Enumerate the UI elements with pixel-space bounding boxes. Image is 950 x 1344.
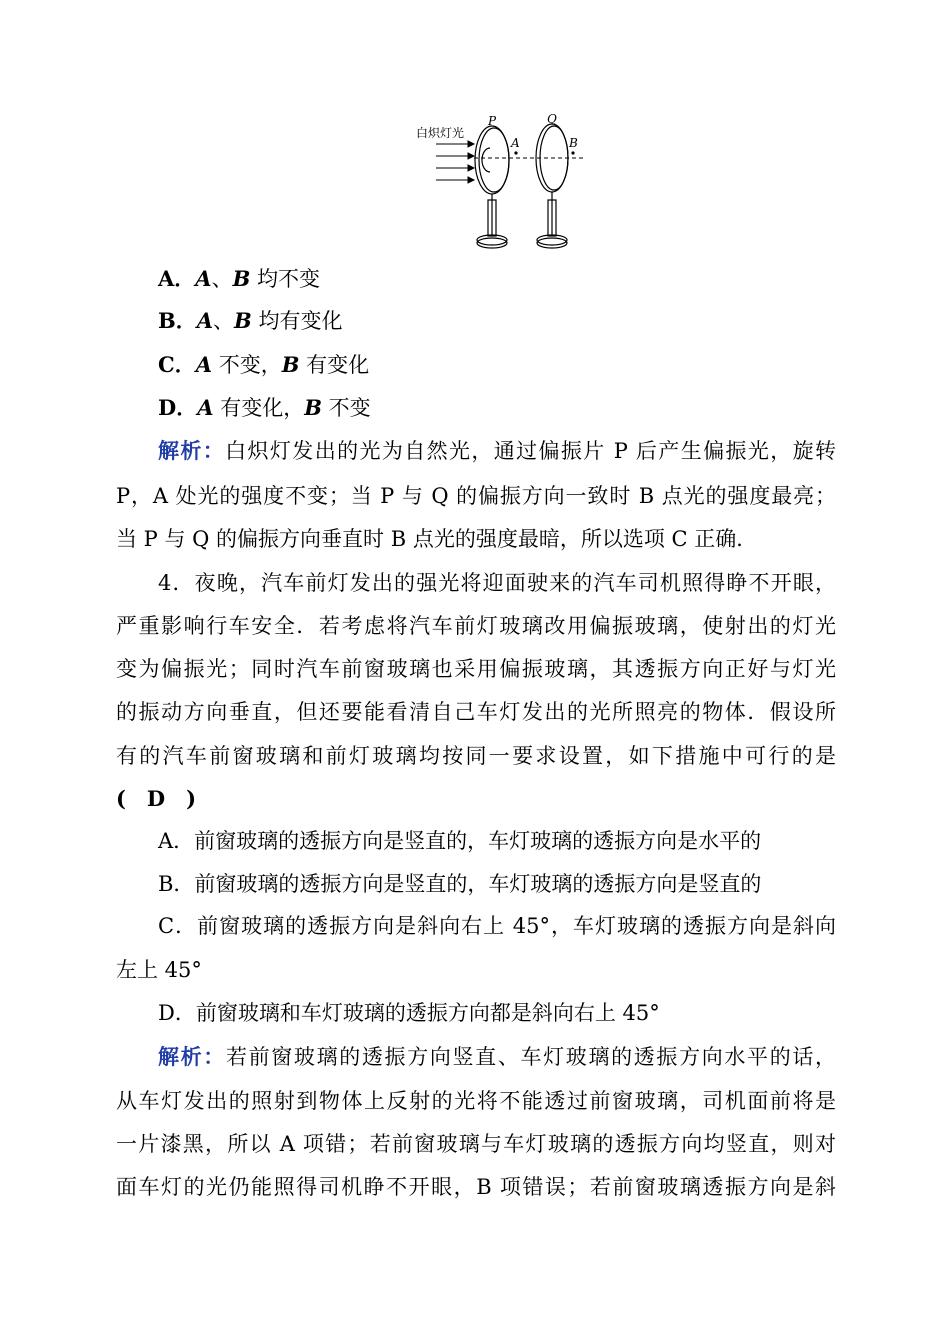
q4-option-c-cont: 左上 45° (116, 958, 202, 982)
q4-analysis-line-1: 解析：若前窗玻璃的透振方向竖直、车灯玻璃的透振方向水平的话， (158, 1044, 837, 1069)
q4-option-a: A．前窗玻璃的透振方向是竖直的，车灯玻璃的透振方向是水平的 (158, 829, 762, 853)
q4-option-b: B．前窗玻璃的透振方向是竖直的，车灯玻璃的透振方向是竖直的 (158, 872, 762, 896)
q4-stem-line-1: 4．夜晚，汽车前灯发出的强光将迎面驶来的汽车司机照得睁不开眼， (158, 571, 836, 595)
q3-analysis-line-2: P，A 处光的强度不变；当 P 与 Q 的偏振方向一致时 B 点光的强度最亮； (116, 484, 836, 508)
q4-stem-line-2: 严重影响行车安全．若考虑将汽车前灯玻璃改用偏振玻璃，使射出的灯光 (116, 614, 836, 638)
label-b: B (569, 136, 578, 150)
q4-analysis-line-2: 从车灯发出的照射到物体上反射的光将不能透过前窗玻璃，司机面前将是 (116, 1089, 836, 1113)
q3-option-b: B．A、B 均有变化 (158, 308, 343, 333)
polarizer-p (475, 126, 509, 248)
q4-option-d: D．前窗玻璃和车灯玻璃的透振方向都是斜向右上 45° (158, 1001, 660, 1025)
point-b (571, 151, 574, 154)
q3-option-d: D．A 有变化，B 不变 (158, 395, 371, 420)
q4-stem-line-3: 变为偏振光；同时汽车前窗玻璃也采用偏振玻璃，其透振方向正好与灯光 (116, 657, 836, 681)
q3-analysis-line-3: 当 P 与 Q 的偏振方向垂直时 B 点光的强度最暗，所以选项 C 正确． (116, 527, 758, 551)
q3-analysis-line-1: 解析：白炽灯发出的光为自然光，通过偏振片 P 后产生偏振光，旋转 (158, 438, 836, 463)
q3-option-c: C．A 不变，B 有变化 (158, 352, 370, 377)
point-a (514, 151, 517, 154)
polarizer-q (536, 124, 568, 248)
label-q: Q (547, 112, 557, 126)
light-arrows (436, 141, 474, 183)
q4-option-c: C．前窗玻璃的透振方向是斜向右上 45°，车灯玻璃的透振方向是斜向 (158, 914, 836, 938)
label-a: A (511, 136, 520, 150)
q4-answer: ( D ) (116, 786, 197, 811)
q4-analysis-line-4: 面车灯的光仍能照得司机睁不开眼，B 项错误；若前窗玻璃透振方向是斜 (116, 1175, 836, 1199)
figure-caption: 白炽灯光 (416, 126, 465, 140)
q4-analysis-label: 解析： (158, 1044, 226, 1069)
q4-stem-line-4: 的振动方向垂直，但还要能看清自己车灯发出的光所照亮的物体．假设所 (116, 700, 836, 724)
q4-analysis-line-3: 一片漆黑，所以 A 项错；若前窗玻璃与车灯玻璃的透振方向均竖直，则对 (116, 1132, 836, 1156)
polarizer-figure (416, 110, 591, 252)
q3-option-a: A．A、B 均不变 (158, 266, 321, 291)
q3-analysis-label: 解析： (158, 438, 226, 463)
q4-stem-line-5: 有的汽车前窗玻璃和前灯玻璃均按同一要求设置，如下措施中可行的是 (116, 744, 836, 768)
label-p: P (488, 114, 497, 128)
